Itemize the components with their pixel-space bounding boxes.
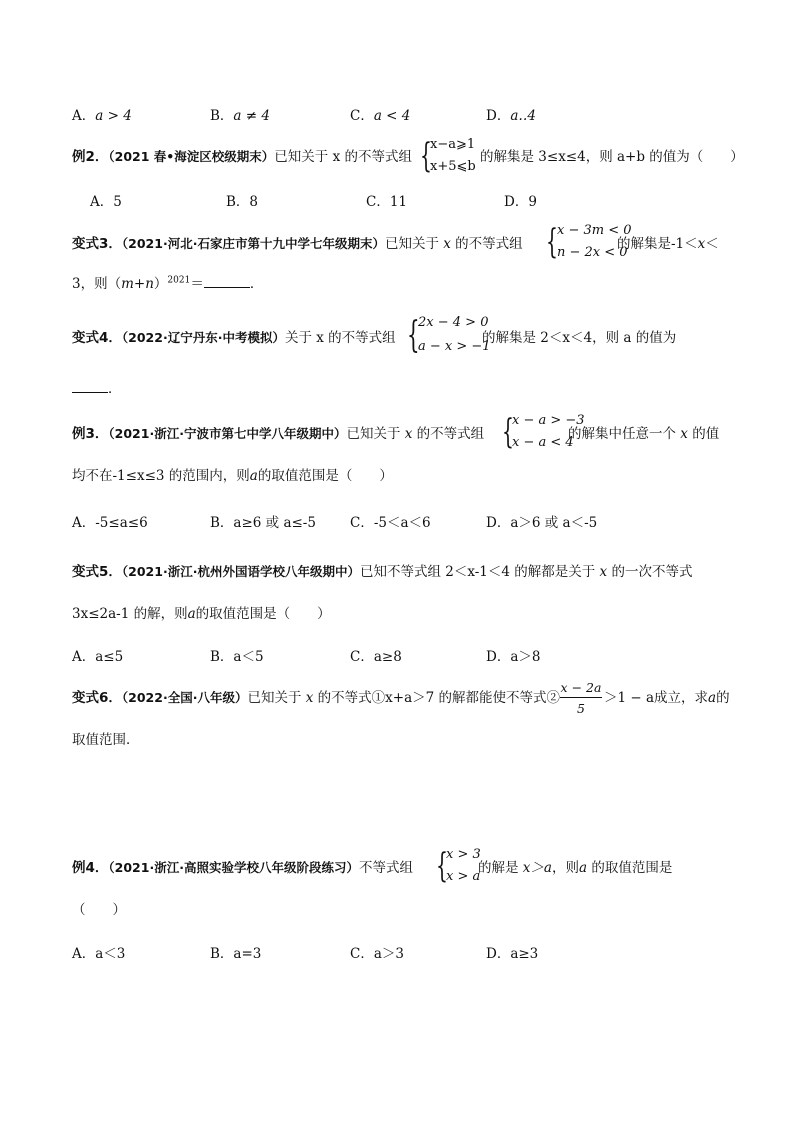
variable: x (305, 690, 314, 706)
variant-5-heading (72, 566, 692, 580)
option-b: B．a=3 (210, 946, 262, 962)
inequality-row: x − a < 4 (512, 435, 574, 450)
question-text-tail (617, 238, 719, 252)
variable: a (708, 690, 717, 706)
question-text: 的不等式组 (416, 426, 485, 442)
question-text: 的 (716, 690, 730, 706)
question-text: 3x≤2a-1 的解，则 (72, 606, 188, 622)
expression: x＞a (522, 860, 552, 876)
inequality-row: x−a⩾1 (430, 137, 476, 152)
answer-blank[interactable] (72, 380, 108, 393)
question-text: 的解集是-1＜ (617, 236, 698, 252)
option-a: A．-5≤a≤6 (72, 515, 148, 531)
fraction-numerator: x − 2a (560, 680, 602, 695)
question-source: （2021·河北·石家庄市第十九中学七年级期末） (121, 236, 385, 251)
question-text: ＝ (190, 276, 204, 292)
inequality-row: x > 3 (446, 847, 481, 862)
question-text: 的值 (692, 426, 720, 442)
question-text: ，则 (551, 860, 579, 876)
inequality-row: x − 3m < 0 (557, 223, 632, 238)
question-text: ） (153, 276, 168, 292)
inequality-row: x+5⩽b (430, 159, 476, 174)
example-3-heading (72, 428, 484, 442)
question-source: （2021·浙江·宁波市第七中学八年级期中） (108, 426, 347, 441)
variant-3-heading (72, 238, 523, 252)
option-c: C．a＞3 (350, 946, 404, 962)
variable: x (404, 426, 413, 442)
question-source: （2021 春•海淀区校级期末） (108, 149, 275, 164)
q1-option-d (486, 104, 536, 124)
option-a: A．a＜3 (72, 946, 126, 962)
question-label: 例3． (72, 426, 109, 442)
question-label: 变式5． (72, 564, 122, 580)
variable: a (249, 468, 258, 484)
brace-icon: { (436, 846, 448, 886)
question-text-tail (478, 862, 672, 876)
question-text: （ ） (72, 902, 126, 918)
question-text-tail (604, 692, 730, 706)
question-text: 均不在-1≤x≤3 的范围内，则 (72, 468, 250, 484)
question-text-tail (568, 428, 719, 442)
fraction-denominator: 5 (577, 701, 585, 716)
option-b: B．8 (226, 194, 259, 210)
option-text: a > 4 (95, 108, 132, 124)
option-letter: B． (210, 108, 234, 124)
example-4-heading (72, 862, 413, 876)
question-source: （2021·浙江·杭州外国语学校八年级期中） (121, 564, 360, 579)
exponent: 2021 (167, 275, 191, 286)
question-text: 的解集是 3≤x≤4，则 a+b 的值为（ ） (480, 149, 744, 165)
brace-icon: { (546, 222, 558, 262)
question-text: ． (249, 276, 264, 292)
question-text: 取值范围． (72, 732, 140, 748)
answer-blank[interactable] (204, 275, 250, 288)
q1-option-b (210, 104, 270, 124)
question-text: 3，则（ (72, 276, 122, 292)
question-text: 已知关于 (247, 690, 302, 706)
brace-icon: { (407, 315, 420, 356)
question-text: 关于 x 的不等式组 (284, 330, 396, 346)
question-text: 不等式组 (358, 860, 413, 876)
inequality-row: a − x > −1 (418, 339, 491, 354)
variable: x (697, 236, 706, 252)
option-a: A．5 (90, 194, 122, 210)
inequality-row: n − 2x < 0 (557, 245, 628, 260)
q1-option-c (350, 104, 410, 124)
option-d: D．a≥3 (486, 946, 539, 962)
variable: x (443, 236, 451, 252)
q1-option-a (72, 104, 132, 124)
variable: x (599, 564, 608, 580)
option-letter: D． (486, 108, 511, 124)
question-text: ＜ (705, 236, 719, 252)
question-text: 的取值范围是（ ） (195, 606, 331, 622)
question-label: 例2． (72, 149, 109, 165)
variable: x (680, 426, 688, 442)
expression: m+n (121, 276, 154, 292)
variable: a (187, 606, 196, 622)
example-3-line-2 (72, 470, 393, 484)
question-source: （2022·辽宁丹东·中考模拟） (121, 330, 285, 345)
question-source: （2021·浙江·高照实验学校八年级阶段练习） (108, 860, 359, 875)
question-text: 的不等式组 (455, 236, 523, 252)
option-text: a‥4 (510, 108, 536, 124)
brace-icon: { (420, 136, 432, 176)
option-c: C．11 (366, 194, 408, 210)
question-label: 例4． (72, 860, 109, 876)
question-text: 的取值范围是（ ） (257, 468, 393, 484)
option-c: C．-5＜a＜6 (350, 515, 431, 531)
question-label: 变式6． (72, 690, 122, 706)
question-label: 变式3． (72, 236, 122, 252)
variant-6-heading (72, 692, 560, 706)
question-text: 的不等式①x+a＞7 的解都能使不等式② (317, 690, 561, 706)
question-label: 变式4． (72, 330, 122, 346)
question-text: 已知关于 (384, 236, 439, 252)
option-letter: C． (350, 108, 374, 124)
fraction (560, 680, 602, 718)
option-a: A．a≤5 (72, 649, 124, 665)
option-text: a ≠ 4 (233, 108, 270, 124)
variant-4-line-2 (72, 380, 122, 397)
inequality-row: x > a (446, 869, 481, 884)
question-text: ＞1 − a成立，求 (604, 690, 709, 706)
brace-icon: { (502, 412, 514, 452)
inequality-row: 2x − 4 > 0 (418, 315, 489, 330)
question-text: 的解是 (478, 860, 519, 876)
question-text: ． (108, 381, 122, 397)
option-b: B．a≥6 或 a≤-5 (210, 515, 316, 531)
question-text: 已知关于 x 的不等式组 (274, 149, 412, 165)
option-letter: A． (72, 108, 96, 124)
option-d: D．a＞8 (486, 649, 541, 665)
option-d: D．9 (504, 194, 537, 210)
variable: a (578, 860, 588, 876)
question-text: 的取值范围是 (591, 860, 673, 876)
question-text: 已知关于 (346, 426, 401, 442)
fraction-bar (560, 697, 602, 698)
inequality-row: x − a > −3 (512, 413, 585, 428)
question-text: 的一次不等式 (611, 564, 693, 580)
variant-5-line-2 (72, 608, 331, 622)
variant-4-heading (72, 332, 396, 346)
question-source: （2022·全国·八年级） (121, 690, 248, 705)
option-b: B．a＜5 (210, 649, 264, 665)
question-text: 已知不等式组 2＜x-1＜4 的解都是关于 (359, 564, 596, 580)
example-2-heading (72, 151, 412, 165)
variant-3-line-2 (72, 275, 263, 292)
question-text: 的解集是 2＜x＜4，则 a 的值为 (482, 330, 677, 346)
option-text: a < 4 (373, 108, 411, 124)
option-c: C．a≥8 (350, 649, 402, 665)
option-d: D．a＞6 或 a＜-5 (486, 515, 598, 531)
question-text: 的解集中任意一个 (568, 426, 676, 442)
